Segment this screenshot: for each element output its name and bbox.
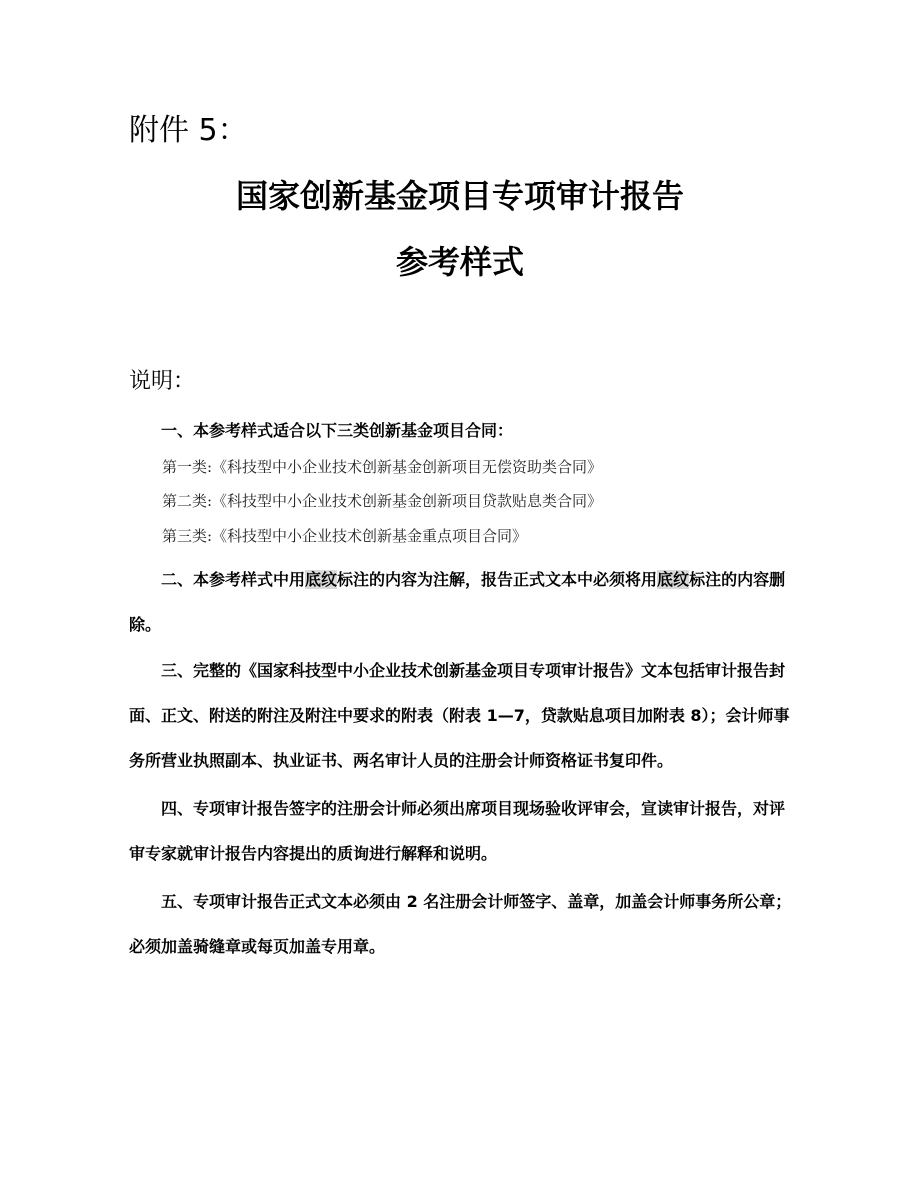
category-1: 第一类:《科技型中小企业技术创新基金创新项目无偿资助类合同》 [162, 458, 603, 476]
attachment-label: 附件 5： [129, 113, 248, 148]
note-item-4: 四、专项审计报告签字的注册会计师必须出席项目现场验收评审会，宣读审计报告，对评审专家就审计报告内容提出的质询进行解释和说明。 [129, 799, 786, 863]
document-subtitle: 参考样式 [395, 243, 524, 281]
note-item-1: 一、本参考样式适合以下三类创新基金项目合同： [161, 421, 514, 440]
note-item-5: 五、专项审计报告正式文本必须由 2 名注册会计师签字、盖章，加盖会计师事务所公章；必须加盖骑缝章或每页加盖专用章。 [129, 892, 792, 956]
category-3: 第三类:《科技型中小企业技术创新基金重点项目合同》 [162, 527, 528, 545]
shaded-text-1: 底纹 [305, 570, 338, 589]
category-2: 第二类:《科技型中小企业技术创新基金创新项目贷款贴息类合同》 [162, 492, 603, 510]
note-item-2 [129, 557, 799, 647]
note-item-3: 三、完整的《国家科技型中小企业技术创新基金项目专项审计报告》文本包括审计报告封面、正文、附送的附注及附注中要求的附表（附表 1—7，贷款贴息项目加附表 8）；会计师事务所营业执照副本、执业证书、两名审计人员的注册会计师资格证书复印件。 [129, 661, 790, 770]
shaded-text-2: 底纹 [657, 570, 690, 589]
note-item-2-text-c: 标注的内容删除。 [129, 570, 786, 634]
notes-heading: 说明： [129, 369, 196, 394]
note-item-2-text-a: 二、本参考样式中用 [161, 570, 306, 589]
note-item-2-text-b: 标注的内容为注解，报告正式文本中必须将用 [337, 570, 658, 589]
document-title: 国家创新基金项目专项审计报告 [235, 177, 684, 215]
